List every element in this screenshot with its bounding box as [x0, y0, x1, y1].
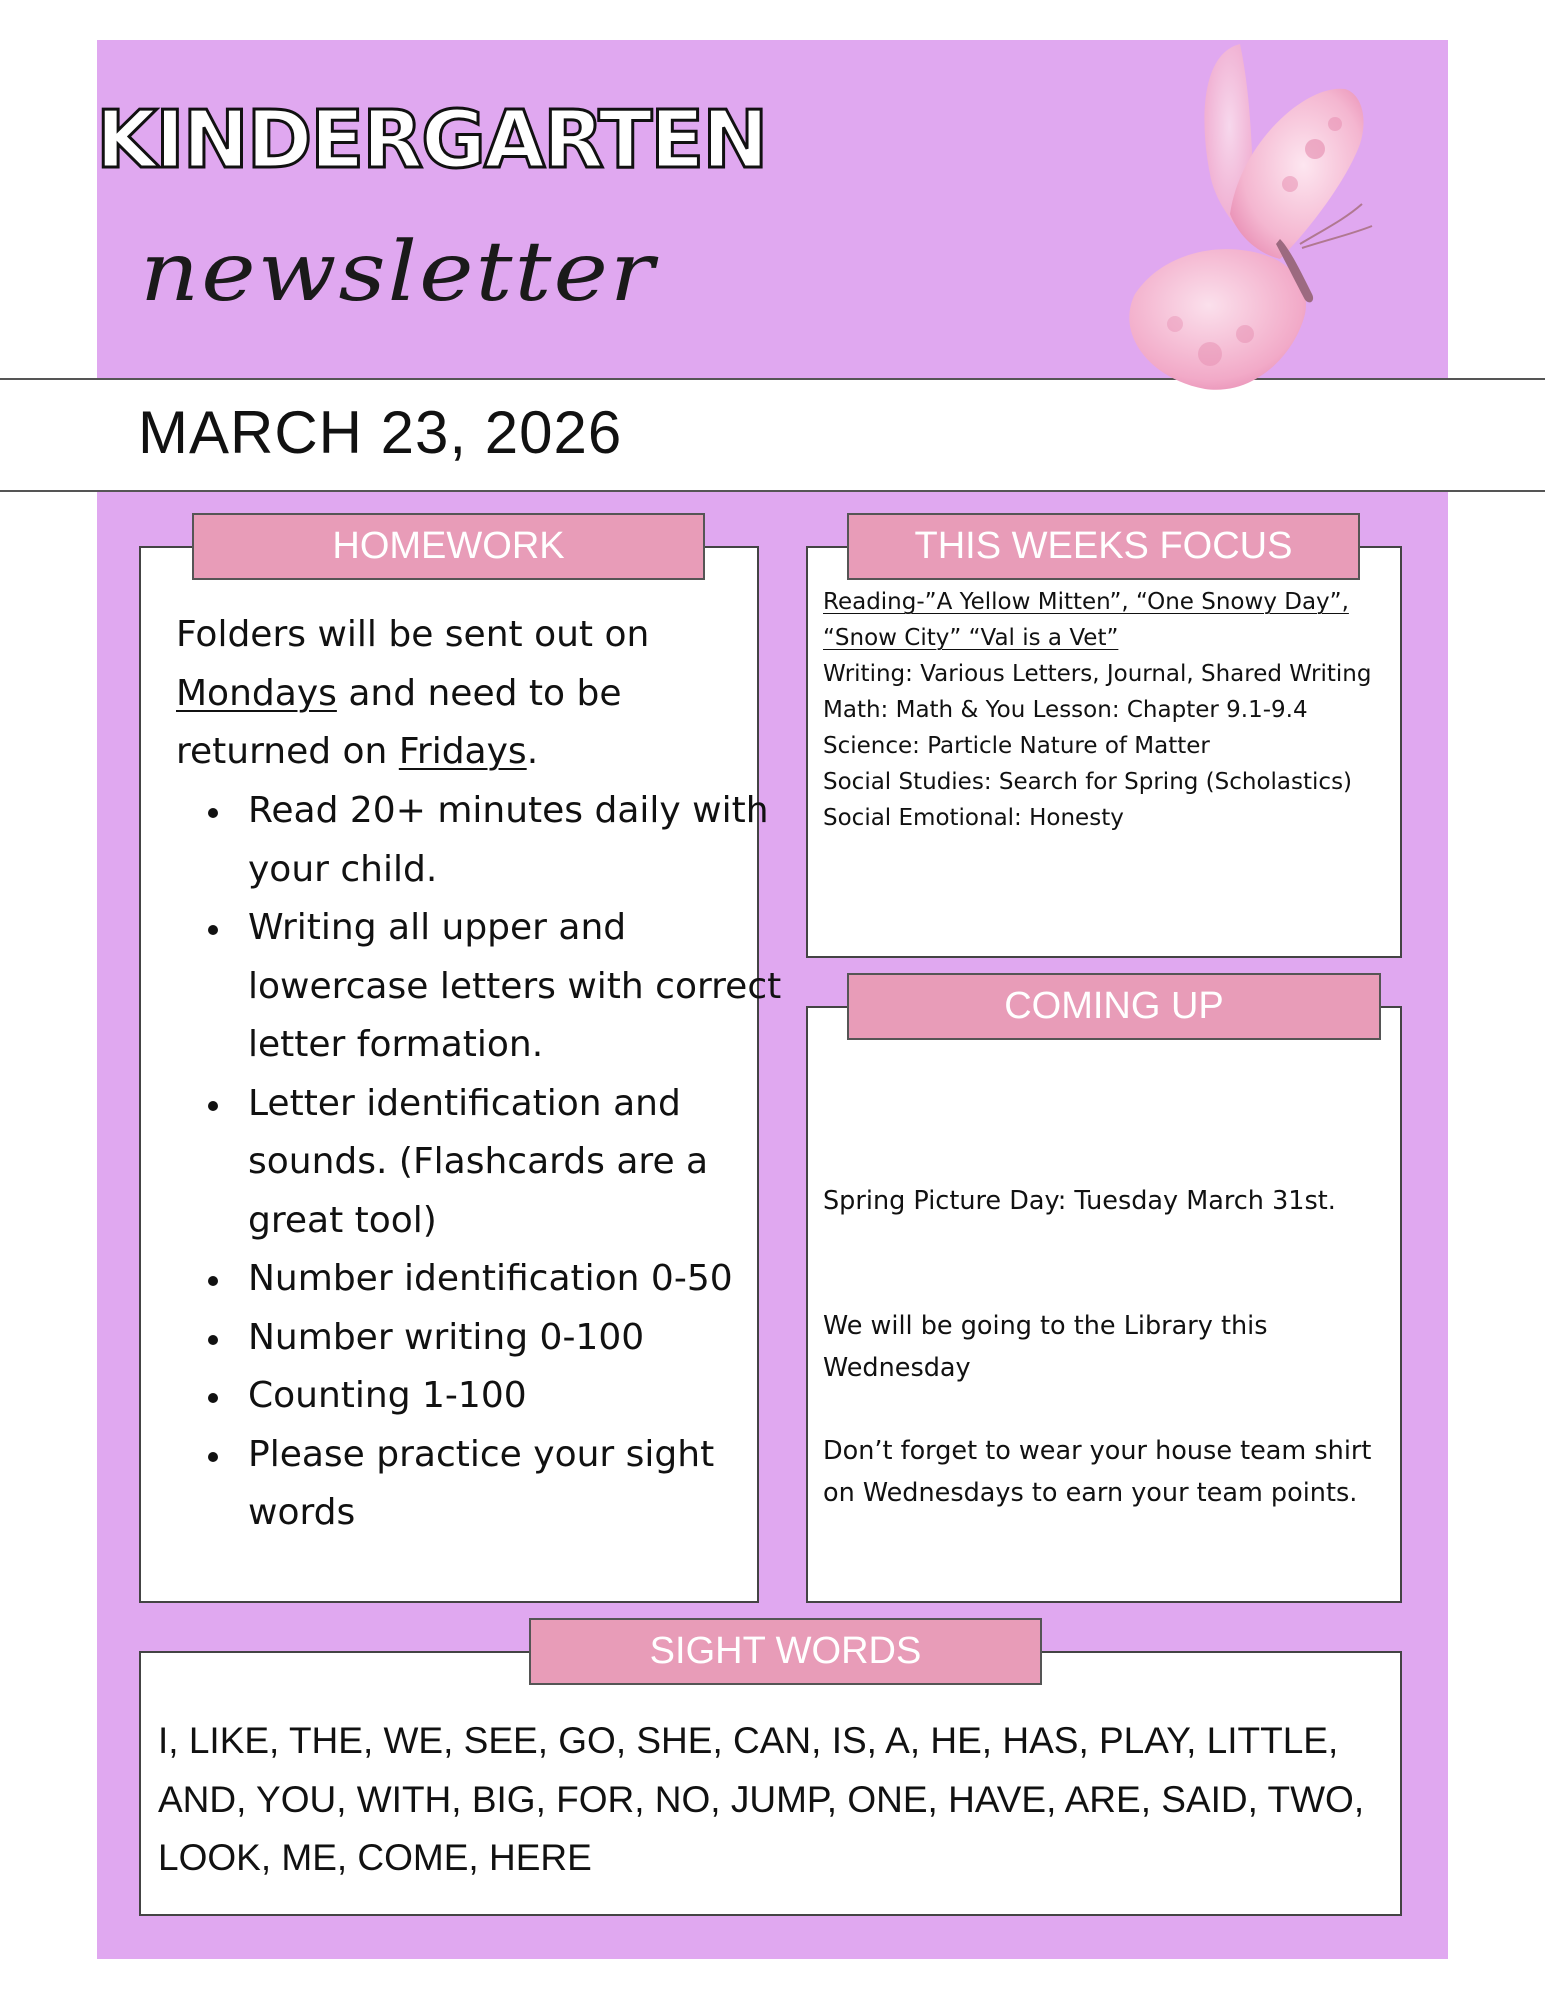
focus-tab: THIS WEEKS FOCUS [847, 513, 1360, 580]
homework-intro-pre: Folders will be sent out on [176, 614, 650, 655]
butterfly-icon [1090, 34, 1390, 404]
coming-up-team-shirt: Don’t forget to wear your house team shirt on Wednesdays to earn your team points. [823, 1436, 1372, 1508]
sight-words-tab: SIGHT WORDS [529, 1618, 1042, 1685]
coming-up-library: We will be going to the Library this Wednesday [823, 1311, 1268, 1383]
focus-math: Math: Math & You Lesson: Chapter 9.1-9.4 [823, 697, 1308, 723]
homework-intro [176, 606, 736, 782]
newsletter-title: KINDERGARTEN [96, 94, 767, 186]
homework-item-sight-words: Please practice your sight words [248, 1426, 808, 1543]
newsletter-subtitle: newsletter [140, 223, 656, 320]
focus-social-emotional: Social Emotional: Honesty [823, 805, 1124, 831]
focus-list [823, 584, 1383, 836]
homework-item-number-writing: Number writing 0-100 [248, 1309, 808, 1368]
focus-writing: Writing: Various Letters, Journal, Shared Writing [823, 661, 1372, 687]
homework-item-letters: Letter identification and sounds. (Flashcards are a great tool) [248, 1075, 808, 1251]
homework-day-fridays: Fridays [398, 731, 527, 772]
homework-tab: HOMEWORK [192, 513, 705, 580]
sight-words-list: I, LIKE, THE, WE, SEE, GO, SHE, CAN, IS, A, HE, HAS, PLAY, LITTLE, AND, YOU, WITH, BIG, FOR, NO, JUMP, ONE, HAVE, ARE, SAID, TWO, LOOK, ME, COME, HERE [158, 1720, 1365, 1878]
newsletter-date: MARCH 23, 2026 [138, 399, 623, 466]
coming-up-picture-day: Spring Picture Day: Tuesday March 31st. [823, 1186, 1336, 1216]
homework-item-number-id: Number identification 0-50 [248, 1250, 808, 1309]
focus-science: Science: Particle Nature of Matter [823, 733, 1210, 759]
homework-item-writing: Writing all upper and lowercase letters with correct letter formation. [248, 899, 808, 1075]
homework-list [176, 782, 808, 1543]
focus-reading-line2: “Snow City” “Val is a Vet” [823, 625, 1119, 651]
homework-item-counting: Counting 1-100 [248, 1367, 808, 1426]
homework-intro-end: . [526, 731, 539, 772]
focus-social-studies: Social Studies: Search for Spring (Scholastics) [823, 769, 1353, 795]
coming-up-tab: COMING UP [847, 973, 1381, 1040]
homework-item-reading: Read 20+ minutes daily with your child. [248, 782, 808, 899]
header-divider-bottom [0, 490, 1545, 492]
focus-reading-line1: Reading-”A Yellow Mitten”, “One Snowy Day”, [823, 589, 1349, 615]
homework-day-mondays: Mondays [176, 672, 337, 714]
homework-intro-mid: and need to be returned on [176, 672, 622, 772]
